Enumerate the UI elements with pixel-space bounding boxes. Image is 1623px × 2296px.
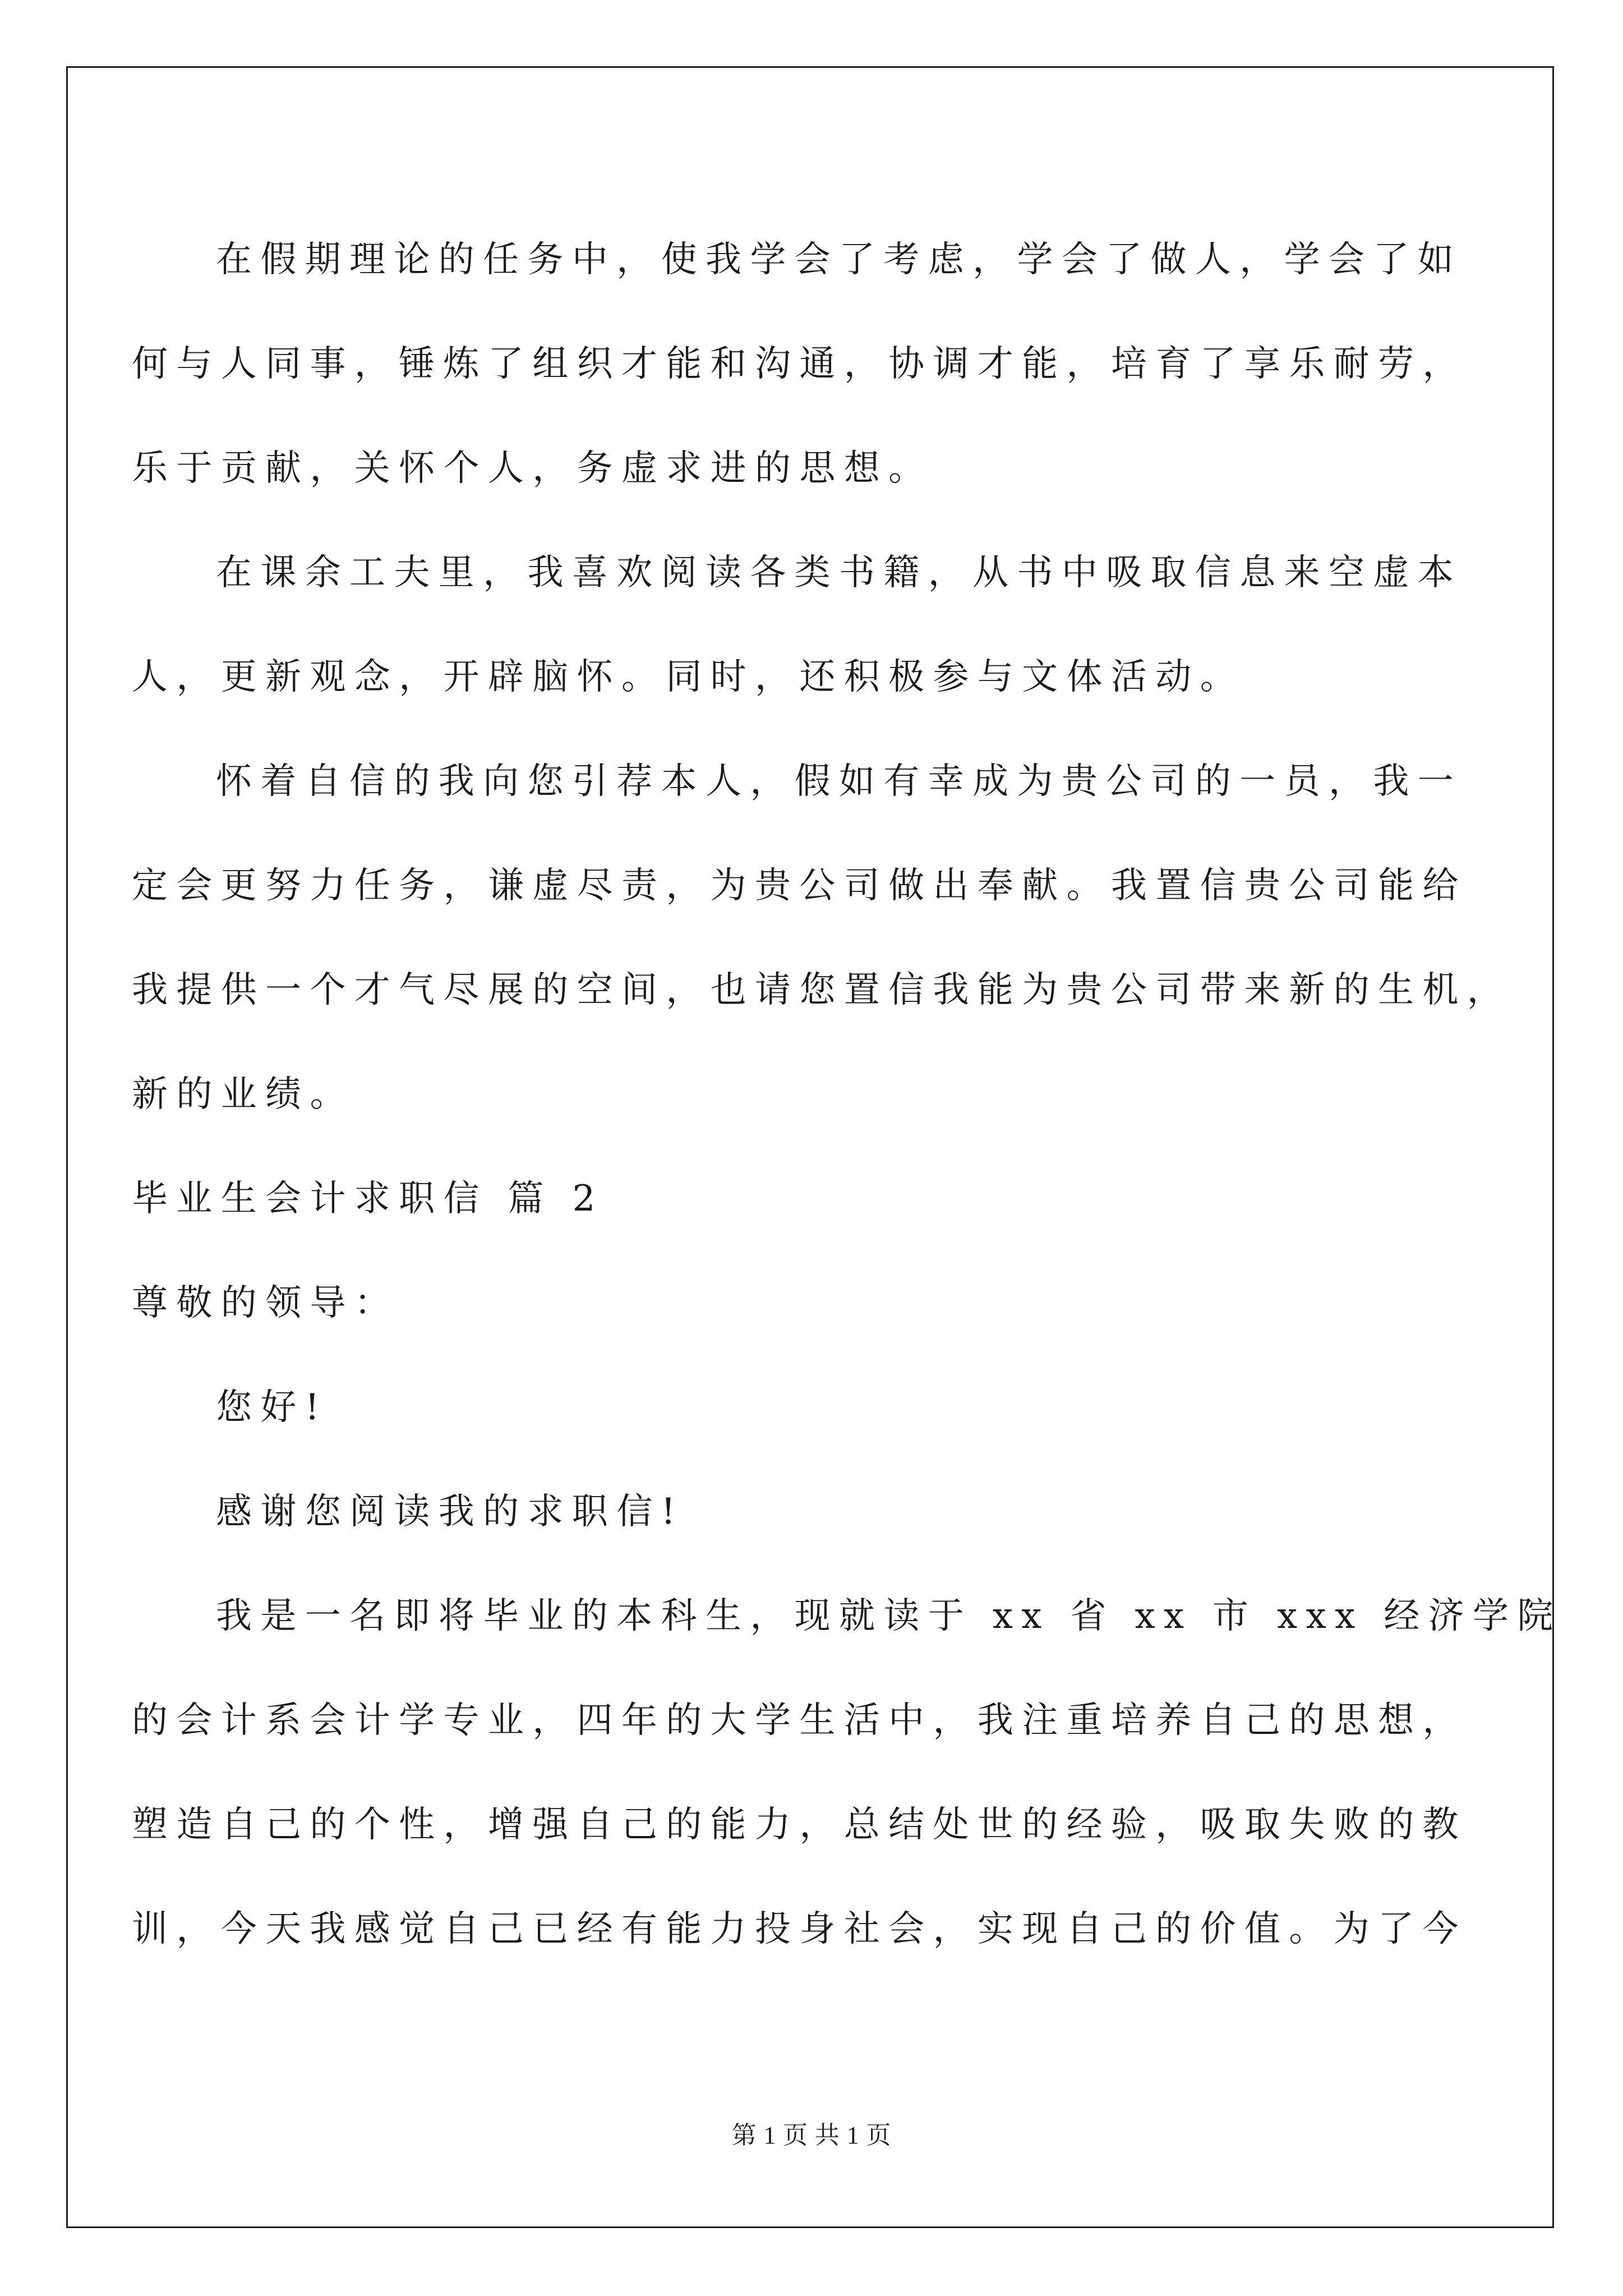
heading-text: 毕业生会计求职信 篇 2 (132, 1178, 604, 1220)
text-line (132, 1773, 1467, 1877)
text-line (132, 312, 1467, 416)
line-text: 训，今天我感觉自己已经有能力投身社会，实现自己的价值。为了今 (132, 1908, 1467, 1950)
line-text: 人，更新观念，开辟脑怀。同时，还积极参与文体活动。 (132, 656, 1244, 698)
line-text: 在课余工夫里，我喜欢阅读各类书籍，从书中吸取信息来空虚本 (216, 552, 1463, 593)
line-text: 定会更努力任务，谦虚尽责，为贵公司做出奉献。我置信贵公司能给 (132, 865, 1467, 907)
text-line (132, 625, 1438, 729)
greeting-text: 您好! (216, 1387, 328, 1428)
text-line (132, 938, 1512, 1042)
text-line (132, 416, 1438, 521)
section-heading (132, 1147, 1438, 1251)
text-line (132, 521, 1463, 625)
line-text: 感谢您阅读我的求职信! (216, 1491, 684, 1533)
line-text: 我提供一个才气尽展的空间，也请您置信我能为贵公司带来新的生机， (132, 969, 1512, 1011)
page-footer (0, 2115, 1623, 2151)
line-text: 怀着自信的我向您引荐本人，假如有幸成为贵公司的一员，我一 (216, 761, 1463, 802)
page-number-text: 第 1 页 共 1 页 (731, 2122, 892, 2149)
text-line (132, 208, 1463, 312)
line-text: 乐于贡献，关怀个人，务虚求进的思想。 (132, 448, 933, 489)
text-line (132, 1668, 1467, 1773)
document-body (132, 208, 1562, 1981)
line-text: 新的业绩。 (132, 1074, 354, 1115)
text-line (132, 1042, 1438, 1147)
line-text: 塑造自己的个性，增强自己的能力，总结处世的经验，吸取失败的教 (132, 1804, 1467, 1846)
text-line (132, 1460, 1438, 1564)
line-text: 在假期理论的任务中，使我学会了考虑，学会了做人，学会了如 (216, 239, 1463, 280)
line-text: 的会计系会计学专业，四年的大学生活中，我注重培养自己的思想， (132, 1700, 1467, 1741)
salutation-text: 尊敬的领导： (132, 1282, 399, 1324)
line-text: 何与人同事，锤炼了组织才能和沟通，协调才能，培育了享乐耐劳， (132, 343, 1467, 385)
line-text: 我是一名即将毕业的本科生，现就读于 xx 省 xx 市 xxx 经济学院 (216, 1595, 1562, 1637)
text-line (132, 1877, 1467, 1981)
greeting (132, 1355, 1438, 1460)
text-line (132, 834, 1467, 938)
text-line (132, 1564, 1562, 1668)
text-line (132, 729, 1463, 834)
salutation (132, 1251, 1438, 1355)
